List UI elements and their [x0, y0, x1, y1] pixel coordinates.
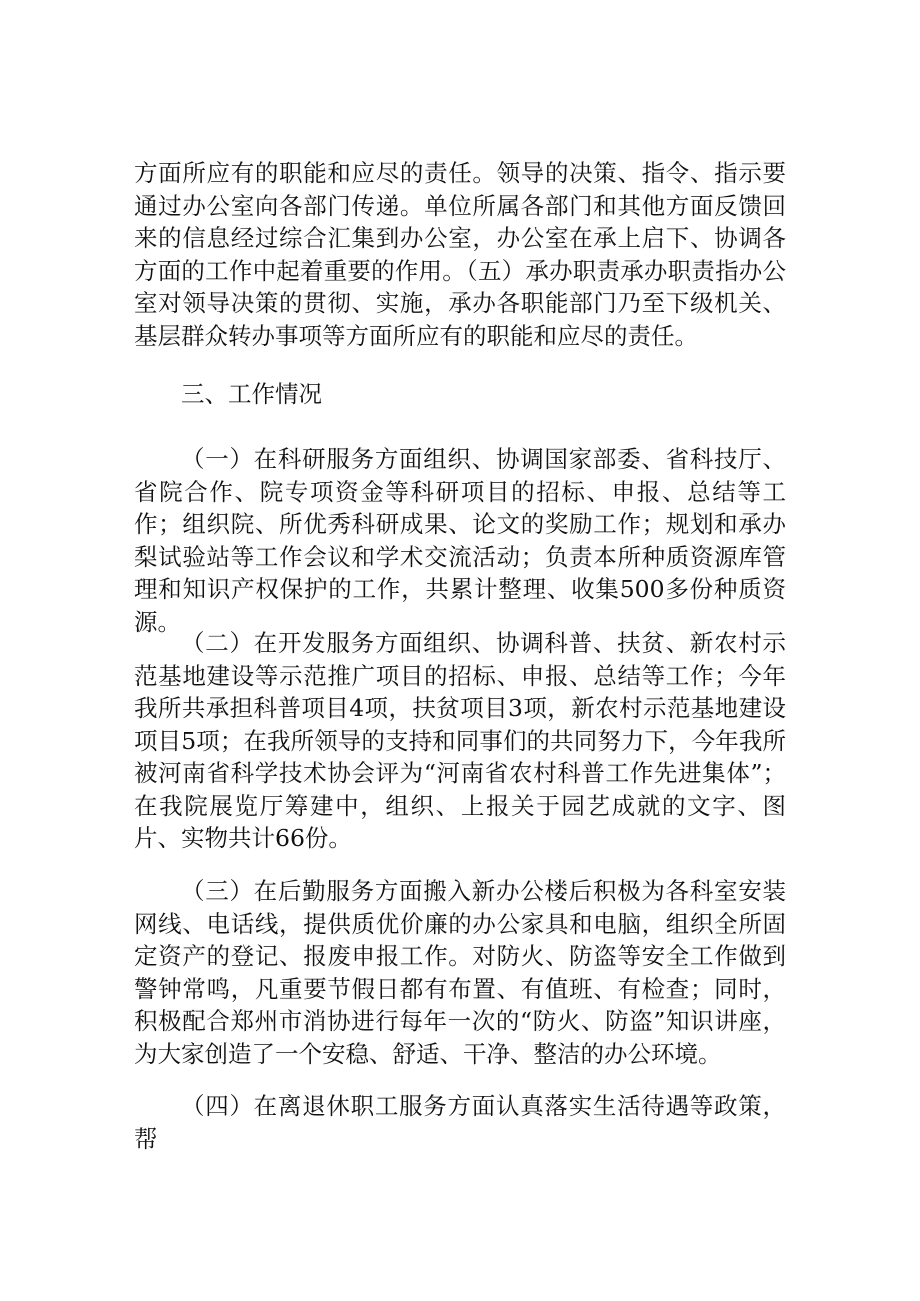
paragraph-development-service: （二）在开发服务方面组织、协调科普、扶贫、新农村示范基地建设等示范推广项目的招标、申报、总结等工作；今年我所共承担科普项目4项，扶贫项目3项，新农村示范基地建设项目5项；在我所领导的支持和同事们的共同努力下，今年我所被河南省科学技术协会评为“河南省农村科普工作先进集体”；在我院展览厅筹建中，组织、上报关于园艺成就的文字、图片、实物共计66份。	[134, 629, 786, 852]
paragraph-logistics-service: （三）在后勤服务方面搬入新办公楼后积极为各科室安装网线、电话线，提供质优价廉的办公家具和电脑，组织全所固定资产的登记、报废申报工作。对防火、防盗等安全工作做到警钟常鸣，凡重要节假日都有布置、有值班、有检查；同时，积极配合郑州市消协进行每年一次的“防火、防盗”知识讲座，为大家创造了一个安稳、舒适、干净、整洁的办公环境。	[134, 877, 786, 1068]
paragraph-retiree-service: （四）在离退休职工服务方面认真落实生活待遇等政策，帮	[134, 1092, 786, 1153]
section-heading-work-situation: 三、工作情况	[181, 380, 322, 408]
paragraph-office-duties: 方面所应有的职能和应尽的责任。领导的决策、指令、指示要通过办公室向各部门传递。单位所属各部门和其他方面反馈回来的信息经过综合汇集到办公室，办公室在承上启下、协调各方面的工作中起着重要的作用。（五）承办职责承办职责指办公室对领导决策的贯彻、实施，承办各职能部门乃至下级机关、基层群众转办事项等方面所应有的职能和应尽的责任。	[134, 159, 786, 350]
paragraph-research-service: （一）在科研服务方面组织、协调国家部委、省科技厅、省院合作、院专项资金等科研项目的招标、申报、总结等工作；组织院、所优秀科研成果、论文的奖励工作；规划和承办梨试验站等工作会议和学术交流活动；负责本所种质资源库管理和知识产权保护的工作，共累计整理、收集500多份种质资源。	[134, 445, 786, 636]
